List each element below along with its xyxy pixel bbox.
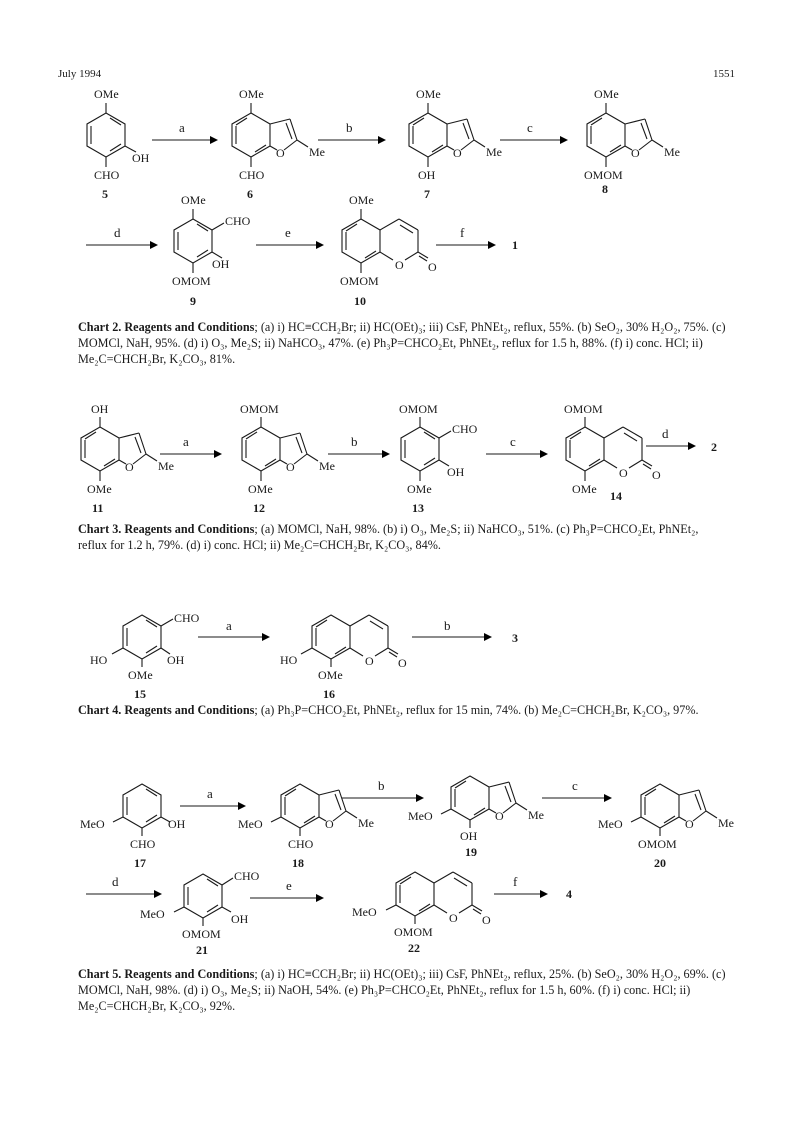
caption-title: Chart 2. Reagents and Conditions (78, 320, 255, 334)
substituent-cho: CHO (234, 869, 260, 883)
substituent-me: Me (319, 459, 335, 473)
step-label: b (378, 778, 385, 793)
structure-5 (87, 87, 150, 201)
substituent-me: Me (718, 816, 734, 830)
substituent-o: O (482, 913, 491, 927)
structure-8 (584, 87, 680, 196)
substituent-ome: OMe (349, 193, 374, 207)
substituent-o: O (276, 146, 285, 160)
chart-3-scheme (0, 400, 793, 518)
chart-4-caption (78, 702, 728, 718)
arrow-head (238, 802, 246, 810)
structure-18 (238, 784, 374, 870)
substituent-omom: OMOM (638, 837, 677, 851)
step-label: d (112, 874, 119, 889)
chart-3-caption (78, 521, 728, 553)
step-label: c (572, 778, 578, 793)
substituent-meo: MeO (140, 907, 165, 921)
arrow-head (540, 890, 548, 898)
structure-19 (408, 776, 544, 859)
substituent-ome: OMe (407, 482, 432, 496)
caption-title: Chart 3. Reagents and Conditions (78, 522, 255, 536)
substituent-me: Me (158, 459, 174, 473)
structure-13 (399, 402, 478, 515)
substituent-omom: OMOM (172, 274, 211, 288)
substituent-oh: OH (447, 465, 465, 479)
structure-6 (232, 87, 325, 201)
step-label: a (207, 786, 213, 801)
substituent-o: O (286, 460, 295, 474)
substituent-o: O (685, 817, 694, 831)
substituent-o: O (125, 460, 134, 474)
arrow-head (316, 241, 324, 249)
compound-number: 6 (247, 187, 253, 201)
substituent-ome: OMe (239, 87, 264, 101)
structure-11 (81, 402, 174, 515)
compound-number: 5 (102, 187, 108, 201)
substituent-meo: MeO (80, 817, 105, 831)
arrow-head (560, 136, 568, 144)
substituent-o: O (631, 146, 640, 160)
substituent-cho: CHO (174, 611, 200, 625)
substituent-oh: OH (91, 402, 109, 416)
substituent-meo: MeO (408, 809, 433, 823)
substituent-o: O (619, 466, 628, 480)
running-header-date: July 1994 (58, 68, 102, 80)
substituent-ome: OMe (416, 87, 441, 101)
caption-text: ; (a) Ph₃P=CHCO₂Et, PhNEt₂, reflux for 15 min, 74%. (b) Me₂C=CHCH₂Br, K₂CO₃, 97%. (254, 703, 699, 717)
step-label: d (662, 426, 669, 441)
arrow-head (378, 136, 386, 144)
compound-number: 13 (412, 501, 424, 515)
page-number: 1551 (713, 68, 735, 80)
step-label: c (510, 434, 516, 449)
substituent-cho: CHO (288, 837, 314, 851)
substituent-o: O (449, 911, 458, 925)
structure-14 (564, 402, 661, 503)
structure-9 (172, 193, 251, 308)
arrow-head (382, 450, 390, 458)
substituent-ho: HO (280, 653, 298, 667)
substituent-o: O (398, 656, 407, 670)
structure-7 (409, 87, 502, 201)
substituent-oh: OH (132, 151, 150, 165)
chart-2-scheme (0, 85, 793, 317)
compound-number: 22 (408, 941, 420, 955)
substituent-o: O (495, 809, 504, 823)
chart-2-caption (78, 319, 728, 367)
step-label: a (179, 120, 185, 135)
substituent-meo: MeO (598, 817, 623, 831)
substituent-oh: OH (231, 912, 249, 926)
compound-number: 18 (292, 856, 304, 870)
substituent-ome: OMe (318, 668, 343, 682)
substituent-oh: OH (168, 817, 186, 831)
substituent-cho: CHO (452, 422, 478, 436)
chart-5-caption (78, 966, 728, 1014)
structure-21 (140, 869, 260, 957)
arrow-head (210, 136, 218, 144)
substituent-oh: OH (212, 257, 230, 271)
step-label: f (460, 225, 465, 240)
substituent-ome: OMe (94, 87, 119, 101)
caption-text: ; (a) MOMCl, NaH, 98%. (b) i) O₃, Me₂S; ii) NaHCO₃, 51%. (c) Ph₃P=CHCO₂Et, PhNEt₂, reflux for 1.2 h, 79%. (d) i) conc. HCl; ii) Me₂C=CHCH₂Br, K₂CO₃, 84%. (78, 522, 699, 552)
substituent-ome: OMe (128, 668, 153, 682)
step-label: c (527, 120, 533, 135)
substituent-omom: OMOM (564, 402, 603, 416)
compound-number: 11 (92, 501, 104, 515)
substituent-omom: OMOM (584, 168, 623, 182)
step-label: b (444, 618, 451, 633)
substituent-me: Me (486, 145, 502, 159)
substituent-oh: OH (418, 168, 436, 182)
compound-number: 16 (323, 687, 335, 701)
step-label: d (114, 225, 121, 240)
arrow-head (262, 633, 270, 641)
product-number: 3 (512, 631, 518, 645)
substituent-omom: OMOM (340, 274, 379, 288)
substituent-meo: MeO (352, 905, 377, 919)
substituent-oh: OH (460, 829, 478, 843)
compound-number: 10 (354, 294, 366, 308)
substituent-ome: OMe (572, 482, 597, 496)
compound-number: 19 (465, 845, 477, 859)
structure-10 (340, 193, 437, 308)
substituent-me: Me (309, 145, 325, 159)
arrow-head (540, 450, 548, 458)
step-label: e (286, 878, 292, 893)
step-label: b (351, 434, 358, 449)
caption-title: Chart 5. Reagents and Conditions (78, 967, 255, 981)
substituent-omom: OMOM (399, 402, 438, 416)
arrow-head (604, 794, 612, 802)
substituent-me: Me (664, 145, 680, 159)
substituent-oh: OH (167, 653, 185, 667)
structure-15 (90, 611, 200, 701)
caption-text: ; (a) i) HC≡CCH₂Br; ii) HC(OEt)₃; iii) CsF, PhNEt₂, reflux, 55%. (b) SeO₂, 30% H₂O₂, 75%. (c) MOMCl, NaH, 95%. (d) i) O₃, Me₂S; ii) NaHCO₃, 47%. (e) Ph₃P=CHCO₂Et, PhNEt₂, reflux for 1.5 h, 88%. (f) i) conc. HCl; ii) Me₂C=CHCH₂Br, K₂CO₃, 81%. (78, 320, 726, 366)
caption-title: Chart 4. Reagents and Conditions (78, 703, 255, 717)
substituent-ome: OMe (248, 482, 273, 496)
structure-16 (280, 615, 407, 701)
substituent-o: O (428, 260, 437, 274)
substituent-omom: OMOM (240, 402, 279, 416)
product-number: 1 (512, 238, 518, 252)
compound-number: 20 (654, 856, 666, 870)
compound-number: 14 (610, 489, 622, 503)
arrow-head (688, 442, 696, 450)
substituent-ho: HO (90, 653, 108, 667)
substituent-omom: OMOM (182, 927, 221, 941)
step-label: a (226, 618, 232, 633)
caption-text: ; (a) i) HC≡CCH₂Br; ii) HC(OEt)₃; iii) CsF, PhNEt₂, reflux, 25%. (b) SeO₂, 30% H₂O₂, 69%. (c) MOMCl, NaH, 98%. (d) i) O₃, Me₂S; ii) NaOH, 54%. (e) Ph₃P=CHCO₂Et, PhNEt₂, reflux for 1.5 h, 60%. (f) i) conc. HCl; ii) Me₂C=CHCH₂Br, K₂CO₃, 92%. (78, 967, 726, 1013)
compound-number: 21 (196, 943, 208, 957)
compound-number: 15 (134, 687, 146, 701)
arrow-head (150, 241, 158, 249)
arrow-head (484, 633, 492, 641)
arrow-head (416, 794, 424, 802)
step-label: a (183, 434, 189, 449)
product-number: 2 (711, 440, 717, 454)
substituent-o: O (325, 817, 334, 831)
step-label: e (285, 225, 291, 240)
substituent-me: Me (528, 808, 544, 822)
structure-20 (598, 784, 734, 870)
arrow-head (214, 450, 222, 458)
chart-4-scheme (0, 603, 793, 703)
substituent-o: O (365, 654, 374, 668)
substituent-cho: CHO (225, 214, 251, 228)
compound-number: 8 (602, 182, 608, 196)
arrow-head (154, 890, 162, 898)
substituent-ome: OMe (594, 87, 619, 101)
substituent-cho: CHO (130, 837, 156, 851)
compound-number: 12 (253, 501, 265, 515)
substituent-omom: OMOM (394, 925, 433, 939)
arrow-head (488, 241, 496, 249)
structure-22 (352, 872, 491, 955)
substituent-ome: OMe (87, 482, 112, 496)
chart-5-scheme (0, 776, 793, 956)
substituent-o: O (652, 468, 661, 482)
substituent-meo: MeO (238, 817, 263, 831)
substituent-me: Me (358, 816, 374, 830)
substituent-ome: OMe (181, 193, 206, 207)
step-label: f (513, 874, 518, 889)
substituent-cho: CHO (94, 168, 120, 182)
compound-number: 17 (134, 856, 146, 870)
structure-17 (80, 784, 186, 870)
product-number: 4 (566, 887, 572, 901)
substituent-cho: CHO (239, 168, 265, 182)
compound-number: 7 (424, 187, 430, 201)
substituent-o: O (453, 146, 462, 160)
substituent-o: O (395, 258, 404, 272)
step-label: b (346, 120, 353, 135)
structure-12 (240, 402, 335, 515)
compound-number: 9 (190, 294, 196, 308)
arrow-head (316, 894, 324, 902)
